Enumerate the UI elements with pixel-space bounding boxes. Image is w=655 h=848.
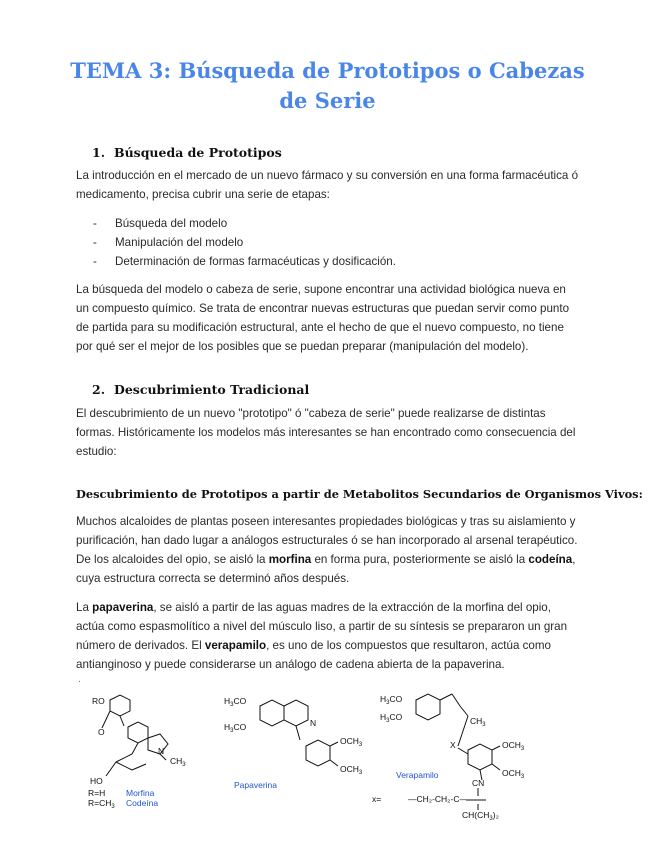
verapamil-right-ome-1: $OCH_3$ [502,740,525,752]
verapamilo-label: Verapamilo [396,770,439,780]
bullet-dash: - [93,255,97,268]
stray-dot: . [78,674,81,685]
papaverine-n-label: N [310,718,317,728]
verapamil-cn-label: CN [472,778,485,788]
verapamil-term: verapamilo [204,639,267,652]
subsection-heading: Descubrimiento de Prototipos a partir de Metabolitos Secundarios de Organismos Vivos: [76,487,643,501]
verapamil-isopropyl-label: $CH(CH_3)_2$ [462,810,499,822]
codeine-term: codeína [528,553,573,566]
papaverine-term: papaverina [92,601,154,614]
morphine-ro-label: RO [92,696,105,706]
chemical-structures-figure [76,684,596,824]
morphine-structure [102,695,168,776]
morphine-ch3-label: $CH_3$ [170,756,186,768]
section-2-title: Descubrimiento Tradicional [114,382,310,397]
morphine-o-label: O [98,727,105,737]
verapamil-chain-label: —CH₂‐CH₂‐C— [408,794,468,804]
verapamil-x-label: X [450,740,456,750]
papaverine-structure [260,700,338,766]
section-1-title: Búsqueda de Prototipos [114,145,282,160]
section-1-number: 1. [92,145,106,160]
morphine-ho-label: HO [90,776,103,786]
papaverine-left-ome: $H_3CO$ [224,722,247,734]
papaverine-right-ome-1: $OCH_3$ [340,736,363,748]
morphine-n-label: N [158,746,165,756]
section-1-paragraph: La búsqueda del modelo o cabeza de serie, supone encontrar una actividad biológica nueva en un compuesto químico. Se trata de encontrar nuevas estructuras que puedan servir como punto de partida para su modificación estructural, ante el hecho de que el nuevo compuesto, no tiene por qué ser el mejor de los posibles que se puedan preparar (manipulación del modelo). [76,283,570,353]
list-item: - Determinación de formas farmacéuticas y dosificación. [93,252,396,271]
verapamil-right-ome-2: $OCH_3$ [502,768,525,780]
section-2-heading [92,382,309,397]
papaverine-right-ome-2: $OCH_3$ [340,764,363,776]
alkaloids-paragraph: Muchos alcaloides de plantas poseen interesantes propiedades biológicas y tras su aislamiento y purificación, han dado lugar a análogos estructurales ó se han incorporado al arsenal terapéutico. De los alcaloides del opio, se aisló la morfina en forma pura, posteriormente se aisló la codeína, cuya estructura correcta se determinó años después. [76,515,578,585]
verapamil-ch3-label: $CH_3$ [470,716,486,728]
section-1-intro: La introducción en el mercado de un nuevo fármaco y su conversión en una forma farmacéutica ó medicamento, precisa cubrir una serie de etapas: [76,169,579,201]
verapamil-left-ome: $H_3CO$ [380,712,403,724]
papaverine-top-ome: $H_3CO$ [224,696,247,708]
verapamil-x-definition: x= [372,794,382,804]
verapamil-structure [416,694,500,810]
morphine-r2-label: $R=CH_3$ [88,798,115,810]
papaverina-label: Papaverina [234,780,278,790]
page-title: TEMA 3: Búsqueda de Prototipos o Cabezas de Serie [70,58,585,113]
list-item: - Búsqueda del modelo [93,214,396,233]
morphine-term: morfina [268,553,312,566]
list-item: - Manipulación del modelo [93,233,396,252]
bullet-dash: - [93,217,97,230]
morfina-label: Morfina [126,788,155,798]
morphine-r1-label: R=H [88,788,106,798]
stage-list [93,214,396,271]
section-2-number: 2. [92,382,106,397]
papaverine-paragraph: La papaverina, se aisló a partir de las aguas madres de la extracción de la morfina del opio, actúa como espasmolítico a nivel del músculo liso, a partir de su síntesis se prepararon un gran número de derivados. El verapamilo, es uno de los compuestos que resultaron, actúa como antianginoso y puede considerarse un análogo de cadena abierta de la papaverina. [76,601,568,671]
codeina-label: Codeína [126,798,159,808]
bullet-dash: - [93,236,97,249]
section-2-paragraph: El descubrimiento de un nuevo "prototipo" ó "cabeza de serie" puede realizarse de distintas formas. Históricamente los modelos más interesantes se han encontrado como consecuencia del estudio: [76,407,576,458]
section-1-heading [92,145,282,160]
verapamil-top-ome: $H_3CO$ [380,694,403,706]
